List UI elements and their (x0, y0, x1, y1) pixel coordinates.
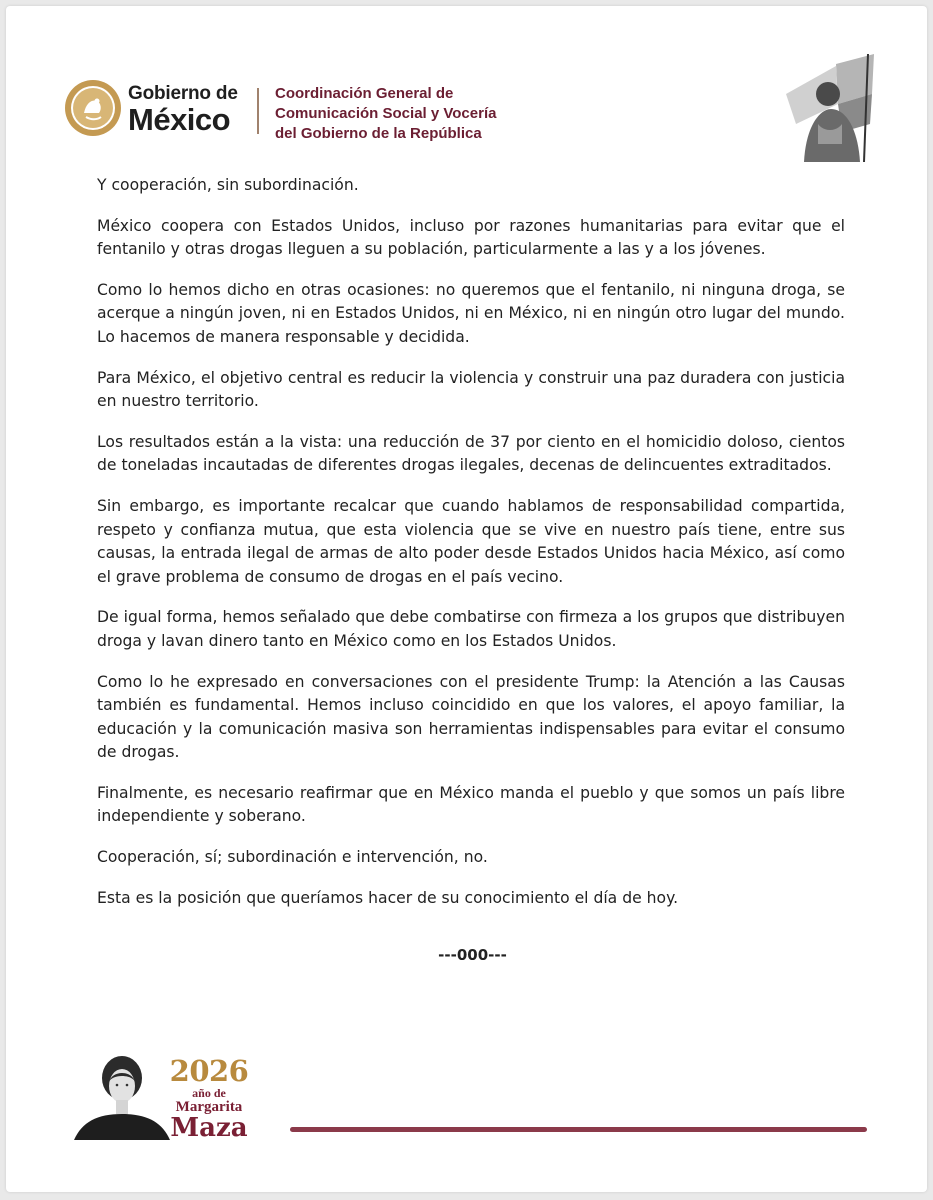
agency-name (275, 84, 496, 144)
footer-rule (290, 1127, 867, 1132)
year-subtitle: año de (192, 1086, 226, 1100)
agency-line: Comunicación Social y Vocería (275, 105, 497, 122)
honoree-last-name: Maza (170, 1113, 248, 1143)
paragraph: Y cooperación, sin subordinación. (97, 176, 359, 194)
statement-body (97, 174, 845, 927)
honoree-first-name: Margarita (175, 1099, 243, 1115)
paragraph: Cooperación, sí; subordinación e intervención, no. (97, 848, 488, 867)
paragraph: Para México, el objetivo central es reducir la violencia y construir una paz duradera con justicia en nuestro territorio. (97, 368, 845, 411)
agency-line: Coordinación General de (275, 85, 454, 102)
paragraph: Como lo hemos dicho en otras ocasiones: no queremos que el fentanilo, ni ninguna droga, se acerque a ningún joven, ni en Estados Unidos, ni en México, ni en ningún otro lugar del mundo. Lo hacemos de manera responsable y decidida. (97, 280, 845, 346)
commemorative-year (169, 1056, 249, 1141)
government-brand (128, 84, 238, 136)
brand-line-1: Gobierno de (128, 83, 238, 104)
brand-line-2: México (128, 102, 231, 137)
closing-mark: ---000--- (438, 946, 507, 964)
year-number: 2026 (169, 1054, 249, 1088)
paragraph: De igual forma, hemos señalado que debe combatirse con firmeza a los grupos que distribuyen droga y lavan dinero tanto en México como en los Estados Unidos. (97, 608, 845, 650)
paragraph: Esta es la posición que queríamos hacer de su conocimiento el día de hoy. (97, 888, 679, 907)
paragraph: Los resultados están a la vista: una reducción de 37 por ciento en el homicidio doloso, cientos de toneladas incautadas de diferentes drogas ilegales, decenas de delincuentes extraditados. (97, 432, 845, 475)
paragraph: Como lo he expresado en conversaciones con el presidente Trump: la Atención a las Causas también es fundamental. Hemos incluso coincidido en que los valores, el apoyo familiar, la educación y la comunicación masiva son herramientas indispensables para evitar el consumo de drogas. (97, 672, 845, 762)
document-page (6, 6, 927, 1192)
paragraph: Finalmente, es necesario reafirmar que en México manda el pueblo y que somos un país libre independiente y soberano. (97, 783, 845, 826)
heroine-flag-illustration-icon (776, 54, 876, 162)
paragraph: Sin embargo, es importante recalcar que cuando hablamos de responsabilidad compartida, respeto y confianza mutua, que esta violencia que se vive en nuestro país tiene, entre sus causas, la entrada ilegal de armas de alto poder desde Estados Unidos hacia México, así como el grave problema de consumo de drogas en el país vecino. (97, 496, 845, 586)
header-divider (257, 88, 259, 134)
agency-line: del Gobierno de la República (275, 125, 482, 142)
portrait-illustration-icon (72, 1052, 172, 1140)
coat-of-arms-icon (64, 79, 122, 137)
paragraph: México coopera con Estados Unidos, incluso por razones humanitarias para evitar que el fentanilo y otras drogas lleguen a su población, particularmente a las y a los jóvenes. (97, 216, 845, 259)
